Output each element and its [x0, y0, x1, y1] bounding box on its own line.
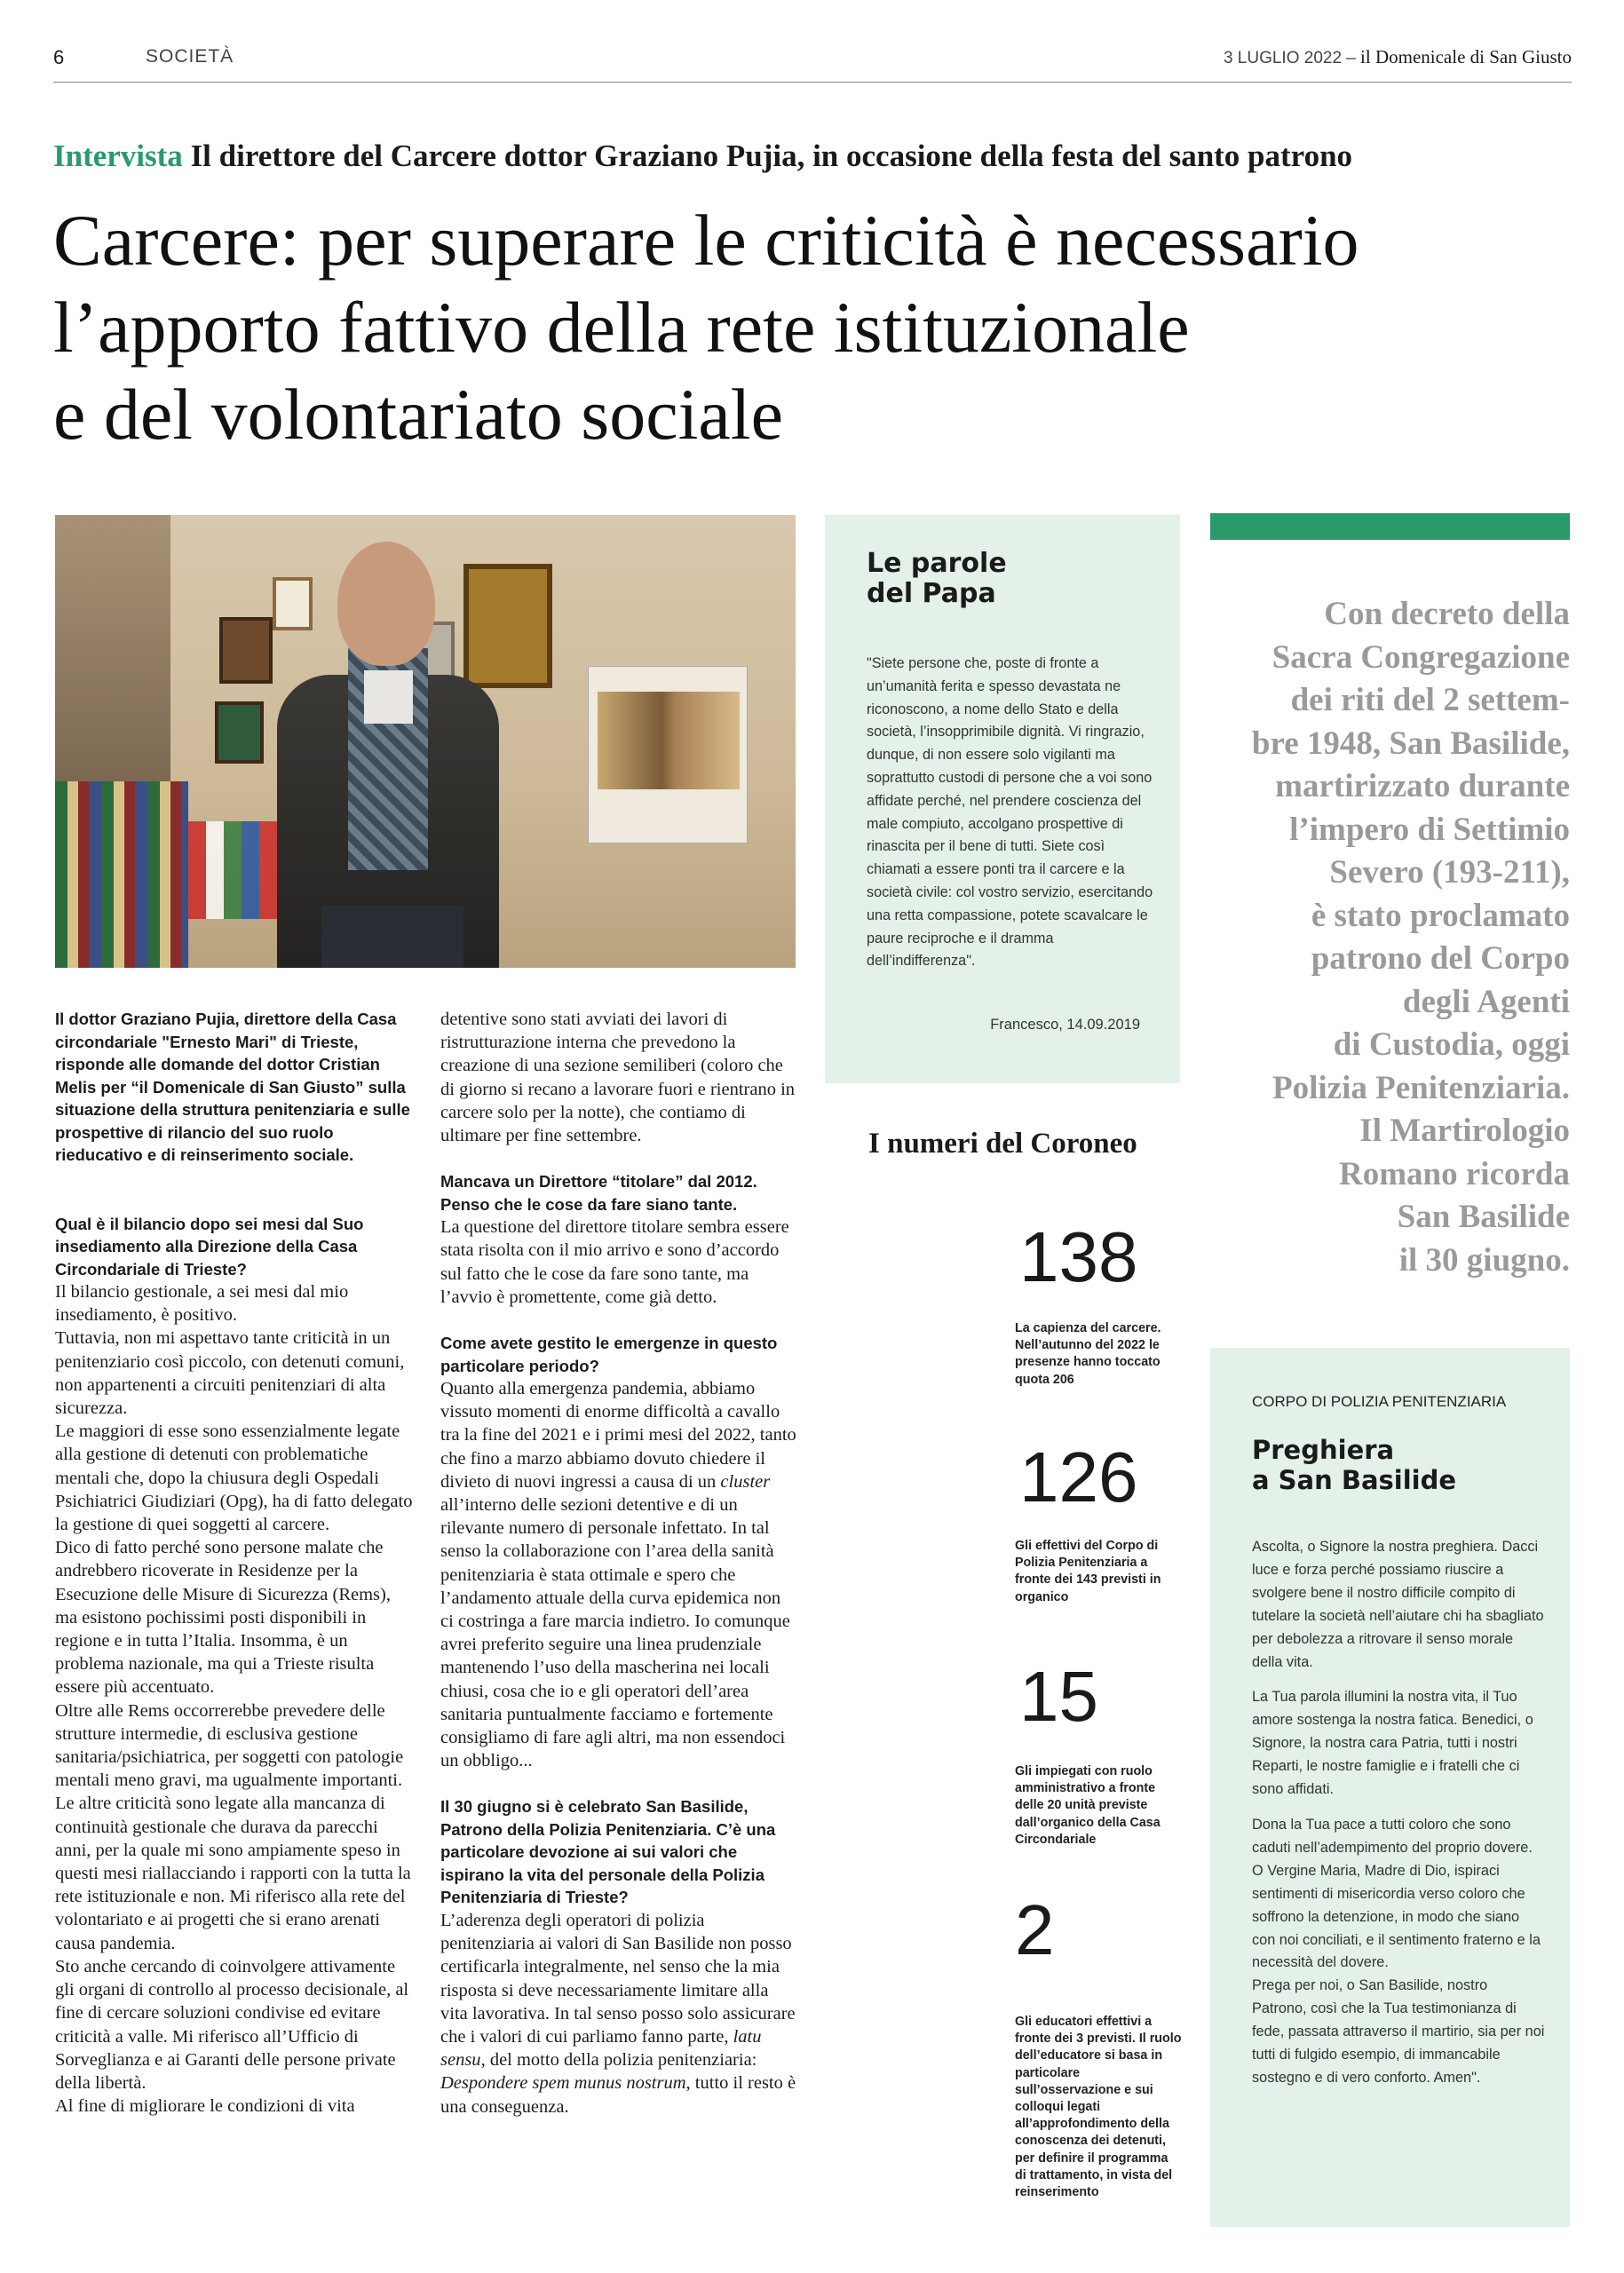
kicker-label: Intervista — [53, 139, 183, 173]
motto: Despondere spem munus nostrum — [440, 2073, 686, 2094]
decree-line: dei riti del 2 settem- — [1290, 682, 1570, 718]
prayer-paragraph: Dona la Tua pace a tutti coloro che sono caduti nell’adempimento del proprio dovere. O Vergine Maria, Madre di Dio, ispiraci sentimenti di misericordia verso coloro che soffrono la detenzione, in modo che siano con noi conciliati, e il sentimento fraterno e la necessità del dovere. Prega per noi, o San Basilide, nostro Patrono, così che la Tua testimonianza di fede, passata attraverso il martirio, sia per noi tutti di fulgido esempio, di immancabile sostegno e di vero conforto. Amen". — [1252, 1816, 1545, 2086]
decree-line: degli Agenti — [1402, 983, 1570, 1020]
papa-quote: "Siete persone che, poste di fronte a un’umanità ferita e spesso devastata ne riconoscono, a nome dello Stato e della società, l’insopprimibile dignità. Vi ringrazio, dunque, di non essere solo vigilanti ma soprattutto custodi di persone che a voi sono affidate perché, nel prendere coscienza del male compiuto, accolgano prospettive di rinascita per il bene di tutti. Siete così chiamati a essere ponti tra il carcere e la società civile: col vostro servizio, esercitando una retta compassione, potete scavalcare le paure reciproche e il dramma dell’indifferenza". — [867, 655, 1153, 970]
emphasis: latu sensu — [440, 2027, 762, 2071]
papa-title-line: del Papa — [867, 578, 996, 609]
answer-paragraph: Sto anche cercando di coinvolgere attivamente gli organi di controllo al processo decisionale, al fine di cercare soluzioni condivise ed evitare criticità a valle. Mi riferisco all’Ufficio di Sorveglianza e ai Garanti delle persone private della libertà. — [55, 1956, 409, 2093]
decree-line: Con decreto della — [1324, 596, 1570, 632]
issue-date: 3 LUGLIO 2022 — [1223, 49, 1343, 67]
answer-paragraph — [440, 1909, 797, 2119]
decree-line: l’impero di Settimio — [1289, 811, 1570, 848]
decree-line: patrono del Corpo — [1311, 940, 1570, 977]
answer-text: all’interno delle sezioni detentive e di un rilevante numero di personale infettato. In tal senso la collaborazione con l’area della sanità penitenziaria è stata ottimale e spero che l’andamento attuale della curva epidemica non ci costringa a fare marcia indietro. Io comunque avrei preferito seguire una linea prudenziale mantenendo l’uso della mascherina nei locali chiusi, cosa che io e gli operatori dell’area sanitaria puntualmente facciamo e fortemente consigliamo di fare agli altri, ma non essendoci un obbligo... — [440, 1495, 790, 1771]
papa-box-title — [867, 549, 1007, 609]
papa-quote-box — [825, 515, 1180, 1083]
answer-text: , del motto della polizia penitenziaria: — [480, 2050, 757, 2071]
publication-name: il Domenicale di San Giusto — [1360, 46, 1572, 67]
article-column-2 — [440, 1008, 797, 2119]
decree-line: è stato proclamato — [1311, 897, 1570, 934]
answer-paragraph: Al fine di migliorare le condizioni di vita — [55, 2096, 355, 2117]
question-4: Il 30 giugno si è celebrato San Basilide, Patrono della Polizia Penitenziaria. C’è una particolare devozione ai sui valori che ispirano la vita del personale della Polizia Penitenziaria di Trieste? — [440, 1797, 776, 1907]
decree-line: Il Martirologio — [1359, 1113, 1570, 1149]
numbers-title: I numeri del Coroneo — [868, 1128, 1137, 1160]
answer-paragraph: Dico di fatto perché sono persone malate che andrebbero ricoverate in Residenze per la Esecuzione delle Misure di Sicurezza (Rems), ma esistono pochissimi posti disponibili in regione e in tutta l’Italia. Insomma, è un problema nazionale, ma qui a Trieste risulta essere più accentuato. — [55, 1538, 391, 1698]
stat-value: 15 — [1019, 1657, 1098, 1736]
prayer-body — [1252, 1536, 1545, 2103]
prayer-paragraph: Ascolta, o Signore la nostra preghiera. Dacci luce e forza perché possiamo riuscire a svolgere bene il nostro difficile compito di tutelare la società nell’aiutare chi ha sbagliato per debolezza a ritrovare il senso morale della vita. — [1252, 1539, 1544, 1670]
answer-paragraph: Oltre alle Rems occorrerebbe prevedere delle strutture intermedie, di esclusiva gestione sanitaria/psichiatrica, per soggetti con patologie mentali meno gravi, ma ugualmente importanti. — [55, 1700, 404, 1791]
emphasis: cluster — [720, 1471, 771, 1492]
stat-value: 138 — [1019, 1217, 1138, 1296]
stat-value: 2 — [1015, 1890, 1055, 1969]
decree-line: San Basilide — [1397, 1199, 1570, 1235]
accent-bar — [1210, 513, 1570, 540]
prayer-paragraph: La Tua parola illumini la nostra vita, il Tuo amore sostenga la nostra fatica. Benedici, o Signore, la nostra cara Patria, tutti i nostri Reparti, le nostre famiglie e i fratelli che ci sono affidati. — [1252, 1689, 1533, 1798]
headline — [53, 197, 1563, 458]
answer-paragraph: detentive sono stati avviati dei lavori di ristrutturazione interna che prevedono la creazione di una sezione semiliberi (coloro che di giorno si recano a lavorare fuori e rientrano in carcere solo per la notte), che contiamo di ultimare per fine settembre. — [440, 1010, 796, 1146]
decree-line: Polizia Penitenziaria. — [1272, 1069, 1570, 1106]
question-2: Mancava un Direttore “titolare” dal 2012. Penso che le cose da fare siano tante. — [440, 1172, 757, 1214]
stat-value: 126 — [1019, 1437, 1138, 1517]
prayer-box — [1210, 1348, 1570, 2227]
answer-paragraph: La questione del direttore titolare sembra essere stata risolta con il mio arrivo e sono d’accordo sul fatto che le cose da fare sono tante, ma l’avvio è promettente, come già detto. — [440, 1217, 789, 1307]
stat-description: Gli effettivi del Corpo di Polizia Penitenziaria a fronte dei 143 previsti in organico — [1015, 1539, 1161, 1604]
header-rule — [53, 82, 1572, 83]
prayer-title-line: Preghiera — [1252, 1435, 1395, 1465]
answer-paragraph: Le maggiori di esse sono essenzialmente legate alla gestione di detenuti con problematiche mentali che, dopo la chiusura degli Ospedali Psichiatrici Giudiziari (Opg), ha di fatto delegato la gestione di quei soggetti al carcere. — [55, 1422, 413, 1535]
question-3: Come avete gestito le emergenze in questo particolare periodo? — [440, 1334, 778, 1375]
director-photo — [55, 515, 796, 968]
prayer-title-line: a San Basilide — [1252, 1465, 1457, 1495]
papa-title-line: Le parole — [867, 548, 1007, 579]
decree-line: Sacra Congregazione — [1271, 638, 1570, 676]
answer-text: , tutto il resto è una conseguenza. — [440, 2073, 796, 2117]
decree-line: Severo (193-211), — [1329, 854, 1570, 891]
page-header — [53, 46, 1572, 76]
section-label: SOCIETÀ — [146, 46, 234, 67]
article-column-1 — [55, 1008, 417, 2118]
answer-text: Quanto alla emergenza pandemia, abbiamo vissuto momenti di enorme difficoltà a cavallo tra la fine del 2021 e i primi mesi del 2022, tanto che fino a marzo abbiamo dovuto chiedere il divieto di nuovi ingressi a causa di un — [440, 1379, 796, 1492]
kicker-text: Il direttore del Carcere dottor Graziano Pujia, in occasione della festa del santo patrono — [190, 139, 1353, 173]
prayer-overline: CORPO DI POLIZIA PENITENZIARIA — [1252, 1393, 1507, 1410]
decree-line: bre 1948, San Basilide, — [1251, 725, 1570, 762]
headline-line: l’apporto fattivo della rete istituzionale — [53, 287, 1190, 368]
decree-line: il 30 giugno. — [1398, 1241, 1570, 1279]
answer-text: L’aderenza degli operatori di polizia penitenziaria ai valori di San Basilide non posso certificarla integralmente, nel senso che la mia risposta si deve necessariamente limitare alla vita lavorativa. In tal senso posso solo assicurare che i valori di cui parliamo fanno parte, — [440, 1910, 796, 2047]
answer-paragraph: Tuttavia, non mi aspettavo tante criticità in un penitenziario così piccolo, con detenuti comuni, non appartenenti a circuiti penitenziari di alta sicurezza. — [55, 1328, 405, 1419]
headline-line: e del volontariato sociale — [53, 374, 783, 455]
dateline-separator: – — [1342, 46, 1361, 67]
article-lead: Il dottor Graziano Pujia, direttore della Casa circondariale "Ernesto Mari" di Trieste, risponde alle domande del dottor Cristian Melis per “il Domenicale di San Giusto” sulla situazione della struttura penitenziaria e sulle prospettive di rilancio del suo ruolo rieducativo e di reinserimento sociale. — [55, 1010, 410, 1164]
question-1: Qual è il bilancio dopo sei mesi dal Suo insediamento alla Direzione della Casa Circondariale di Trieste? — [55, 1214, 364, 1279]
papa-signature: Francesco, 14.09.2019 — [990, 1017, 1140, 1033]
stat-description: Gli educatori effettivi a fronte dei 3 previsti. Il ruolo dell’educatore si basa in particolare sull’osservazione e sui colloqui legati all’approfondimento della conoscenza dei detenuti, per definire il programma di trattamento, in vista del reinserimento — [1015, 2015, 1182, 2200]
stat-description: Gli impiegati con ruolo amministrativo a fronte delle 20 unità previste dall’organico della Casa Circondariale — [1015, 1764, 1161, 1847]
answer-paragraph — [440, 1377, 797, 1772]
kicker — [53, 139, 1563, 174]
decree-line: di Custodia, oggi — [1333, 1026, 1570, 1063]
prayer-title — [1252, 1435, 1456, 1495]
answer-paragraph: Le altre criticità sono legate alla mancanza di continuità gestionale che durava da parecchi anni, per la quale mi sono ampiamente speso in questi mesi riallacciando i rapporti con la tutta la rete istituzionale e non. Mi riferisco alla rete del volontariato e ai progetti che si erano arenati causa pandemia. — [55, 1794, 411, 1953]
page-number: 6 — [53, 46, 65, 68]
dateline — [1224, 46, 1572, 68]
answer-paragraph: Il bilancio gestionale, a sei mesi dal mio insediamento, è positivo. — [55, 1282, 349, 1326]
headline-line: Carcere: per superare le criticità è necessario — [53, 200, 1359, 281]
decree-line: Romano ricorda — [1339, 1155, 1570, 1192]
stat-description: La capienza del carcere. Nell’autunno del 2022 le presenze hanno toccato quota 206 — [1015, 1321, 1161, 1387]
decree-pullquote — [1190, 593, 1570, 1282]
decree-line: martirizzato durante — [1275, 768, 1570, 804]
